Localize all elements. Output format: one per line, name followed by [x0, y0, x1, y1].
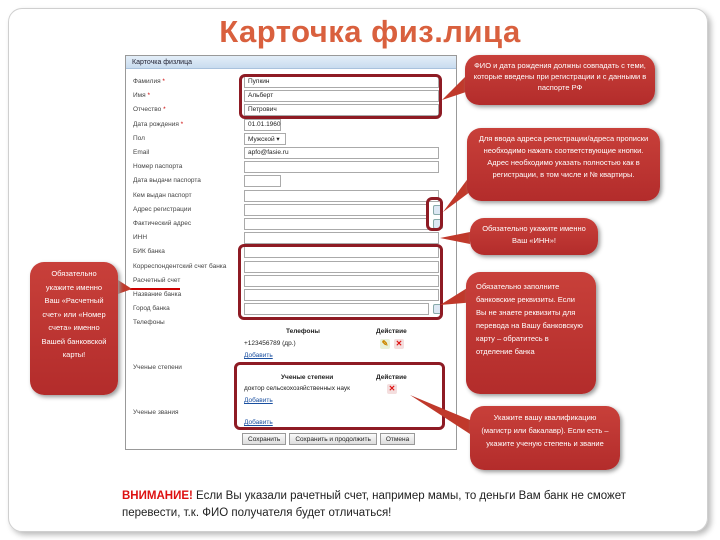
field-label-text: Отчество [133, 106, 162, 114]
field-label-text: Корреспондентский счет банка [133, 262, 227, 270]
field-label-text: Расчетный счет [133, 276, 181, 284]
field-label-text: Дата выдачи паспорта [133, 177, 201, 185]
degrees-col-header-text: Ученые степени [281, 374, 334, 381]
callout-inn: Обязательно укажите именно Ваш «ИНН»! [470, 218, 598, 255]
cancel-button[interactable]: Отмена [380, 433, 415, 445]
required-mark: * [161, 106, 166, 114]
field-label-text: ИНН [133, 234, 148, 242]
add-phone-link[interactable]: Добавить [244, 352, 273, 359]
field-input[interactable]: Петрович [244, 104, 439, 116]
form-header: Карточка физлица [126, 56, 456, 69]
field-label-text: Город банка [133, 305, 170, 313]
pointer-inn [440, 232, 470, 244]
field-label-text: Фактический адрес [133, 220, 192, 227]
field-label-text: Имя [133, 92, 146, 100]
save-button[interactable]: Сохранить [242, 433, 286, 445]
gender-select[interactable]: Мужской ▾ [244, 133, 286, 145]
field-label-text: Дата рождения [133, 120, 179, 128]
required-mark: * [145, 92, 151, 100]
callout-fio: ФИО и дата рождения должны совпадать с теми, которые введены при регистрации и с данными в паспорте РФ [465, 55, 655, 105]
required-mark: * [178, 120, 184, 128]
delete-degree-icon[interactable]: ✕ [388, 384, 396, 393]
field-label-text: БИК банка [133, 248, 165, 256]
field-label-text: Кем выдан паспорт [133, 191, 192, 199]
callout-account: Обязательно укажите именно Ваш «Расчетный счет» или «Номер счета» именно Вашей банковской карты! [30, 262, 118, 395]
callout-address: Для ввода адреса регистрации/адреса прописки необходимо нажать соответствующие кнопки. Адрес необходимо указать полностью как в регистрации, в том числе и № квартиры. [467, 128, 660, 201]
field-label-text: Телефоны [133, 319, 165, 327]
field-label-text: Название банка [133, 291, 182, 298]
phones-action-header-text: Действие [376, 328, 407, 335]
pointer-degree [410, 395, 470, 434]
field-label-text: Адрес регистрации [133, 205, 192, 213]
warning-text [122, 488, 682, 522]
callout-bank: Обязательно заполните банковские реквизиты. Если Вы не знаете реквизиты для перевода на Вашу банковскую карту – обратитесь в отделение банка [466, 272, 596, 394]
warning-body: Если Вы указали рачетный счет, например мамы, то деньги Вам банк не сможет перевести, т.к. ФИО получателя будет отличаться! [122, 490, 626, 519]
field-label-text: Пол [133, 134, 145, 142]
delete-icon[interactable]: ✕ [395, 339, 403, 348]
warning-bold: ВНИМАНИЕ! [122, 490, 193, 502]
add-degree-link[interactable]: Добавить [244, 397, 273, 404]
edit-icon[interactable]: ✎ [381, 339, 389, 348]
field-label-text: Email [133, 149, 150, 156]
callout-degree: Укажите вашу квалификацию (магистр или бакалавр). Если есть – укажите ученую степень и звание [470, 406, 620, 470]
field-input[interactable]: Альберт [244, 90, 439, 102]
phone-value: +123456789 (др.) [244, 340, 296, 347]
degrees-label: Ученые степени [133, 364, 182, 371]
field-label-text: Фамилия [133, 78, 161, 85]
field-input[interactable]: 01.01.1960 [244, 119, 281, 131]
titles-label: Ученые звания [133, 409, 179, 416]
save-continue-button[interactable]: Сохранить и продолжить [289, 433, 377, 445]
degrees-action-header-text: Действие [376, 374, 407, 381]
field-input[interactable]: apfo@fasie.ru [244, 147, 439, 159]
pointer-account [118, 280, 132, 294]
add-title-link[interactable]: Добавить [244, 419, 273, 426]
phones-col-header-text: Телефоны [286, 328, 320, 335]
field-label-text: Номер паспорта [133, 163, 183, 171]
slide-title: Карточка физ.лица [219, 14, 521, 49]
field-input[interactable]: Пупкин [244, 76, 439, 88]
required-mark: * [160, 78, 165, 85]
degree-value: доктор сельскохозяйственных наук [244, 385, 351, 392]
